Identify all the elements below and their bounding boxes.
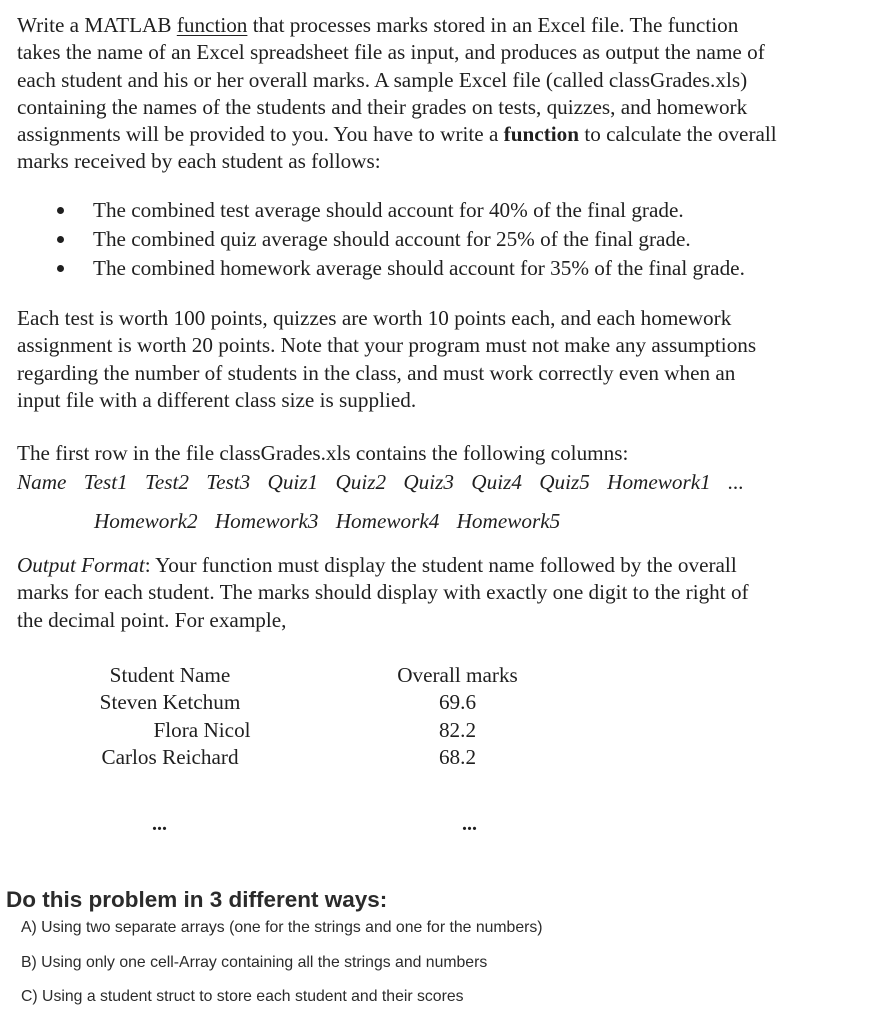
bullet-icon [57, 265, 64, 272]
marks-ellipsis: ... [462, 813, 477, 835]
column-names-line-2 [94, 508, 572, 535]
output-format-label: Output Format [17, 553, 145, 577]
column-name: Test2 [145, 470, 189, 494]
option-a: A) Using two separate arrays (one for the strings and one for the numbers) [21, 919, 543, 936]
grade-weight-list [57, 196, 745, 283]
column-names-line-1 [17, 469, 756, 496]
student-name-cell: Flora Nicol [153, 718, 251, 742]
header-overall-marks: Overall marks [397, 663, 518, 687]
list-item: The combined homework average should account for 35% of the final grade. [57, 254, 745, 283]
intro-line: takes the name of an Excel spreadsheet file as input, and produces as output the name of [17, 40, 765, 65]
column-name: Quiz5 [539, 470, 590, 494]
column-name: Test3 [206, 470, 251, 494]
column-name: Quiz2 [335, 470, 387, 494]
function-bold: function [503, 122, 580, 147]
intro-line: each student and his or her overall marks. A sample Excel file (called classGrades.xls) [17, 67, 748, 92]
intro-paragraph [17, 12, 887, 176]
columns-paragraph: The first row in the file classGrades.xls contains the following columns: [17, 441, 629, 465]
overall-marks-cell: 68.2 [438, 745, 477, 769]
intro-line: marks received by each student as follows: [17, 149, 381, 174]
column-name: Name [17, 470, 67, 494]
column-name: Quiz3 [403, 470, 454, 494]
column-name: Homework5 [456, 509, 561, 533]
column-name: Homework2 [94, 509, 198, 533]
student-name-cell: Steven Ketchum [99, 690, 241, 714]
output-format-paragraph: Output Format: Your function must display the student name followed by the overall marks for each student. The marks should display with exactly one digit to the right of the decimal point. For example, [17, 553, 749, 632]
bullet-icon [57, 236, 64, 243]
intro-line: containing the names of the students and their grades on tests, quizzes, and homework [17, 94, 748, 119]
intro-line: assignments will be provided to you. You have to write a function to calculate the overall [17, 122, 777, 147]
points-paragraph: Each test is worth 100 points, quizzes are worth 10 points each, and each homework assignment is worth 20 points. Note that your program must not make any assumptions regarding the number of students in the class, and must work correctly even when an input file with a different class size is supplied. [17, 306, 757, 412]
intro-line: Write a MATLAB function that processes marks stored in an Excel file. The function [17, 13, 739, 37]
list-item: The combined quiz average should account for 25% of the final grade. [57, 225, 745, 254]
function-link: function [176, 13, 248, 37]
list-item: The combined test average should account for 40% of the final grade. [57, 196, 745, 225]
column-name: Quiz4 [471, 470, 522, 494]
name-ellipsis: ... [152, 813, 167, 835]
column-ellipsis: ... [728, 470, 744, 494]
column-name: Test1 [83, 470, 128, 494]
column-name: Homework1 [607, 470, 711, 494]
column-name: Homework4 [335, 509, 440, 533]
column-name: Quiz1 [267, 470, 319, 494]
column-name: Homework3 [214, 509, 319, 533]
option-c: C) Using a student struct to store each student and their scores [21, 988, 464, 1005]
option-b: B) Using only one cell-Array containing all the strings and numbers [21, 954, 488, 971]
student-name-cell: Carlos Reichard [101, 745, 239, 769]
overall-marks-cell: 69.6 [438, 690, 477, 714]
overall-marks-cell: 82.2 [438, 718, 477, 742]
bullet-icon [57, 207, 64, 214]
header-student-name: Student Name [109, 663, 231, 687]
problem-title: Do this problem in 3 different ways: [6, 887, 388, 912]
